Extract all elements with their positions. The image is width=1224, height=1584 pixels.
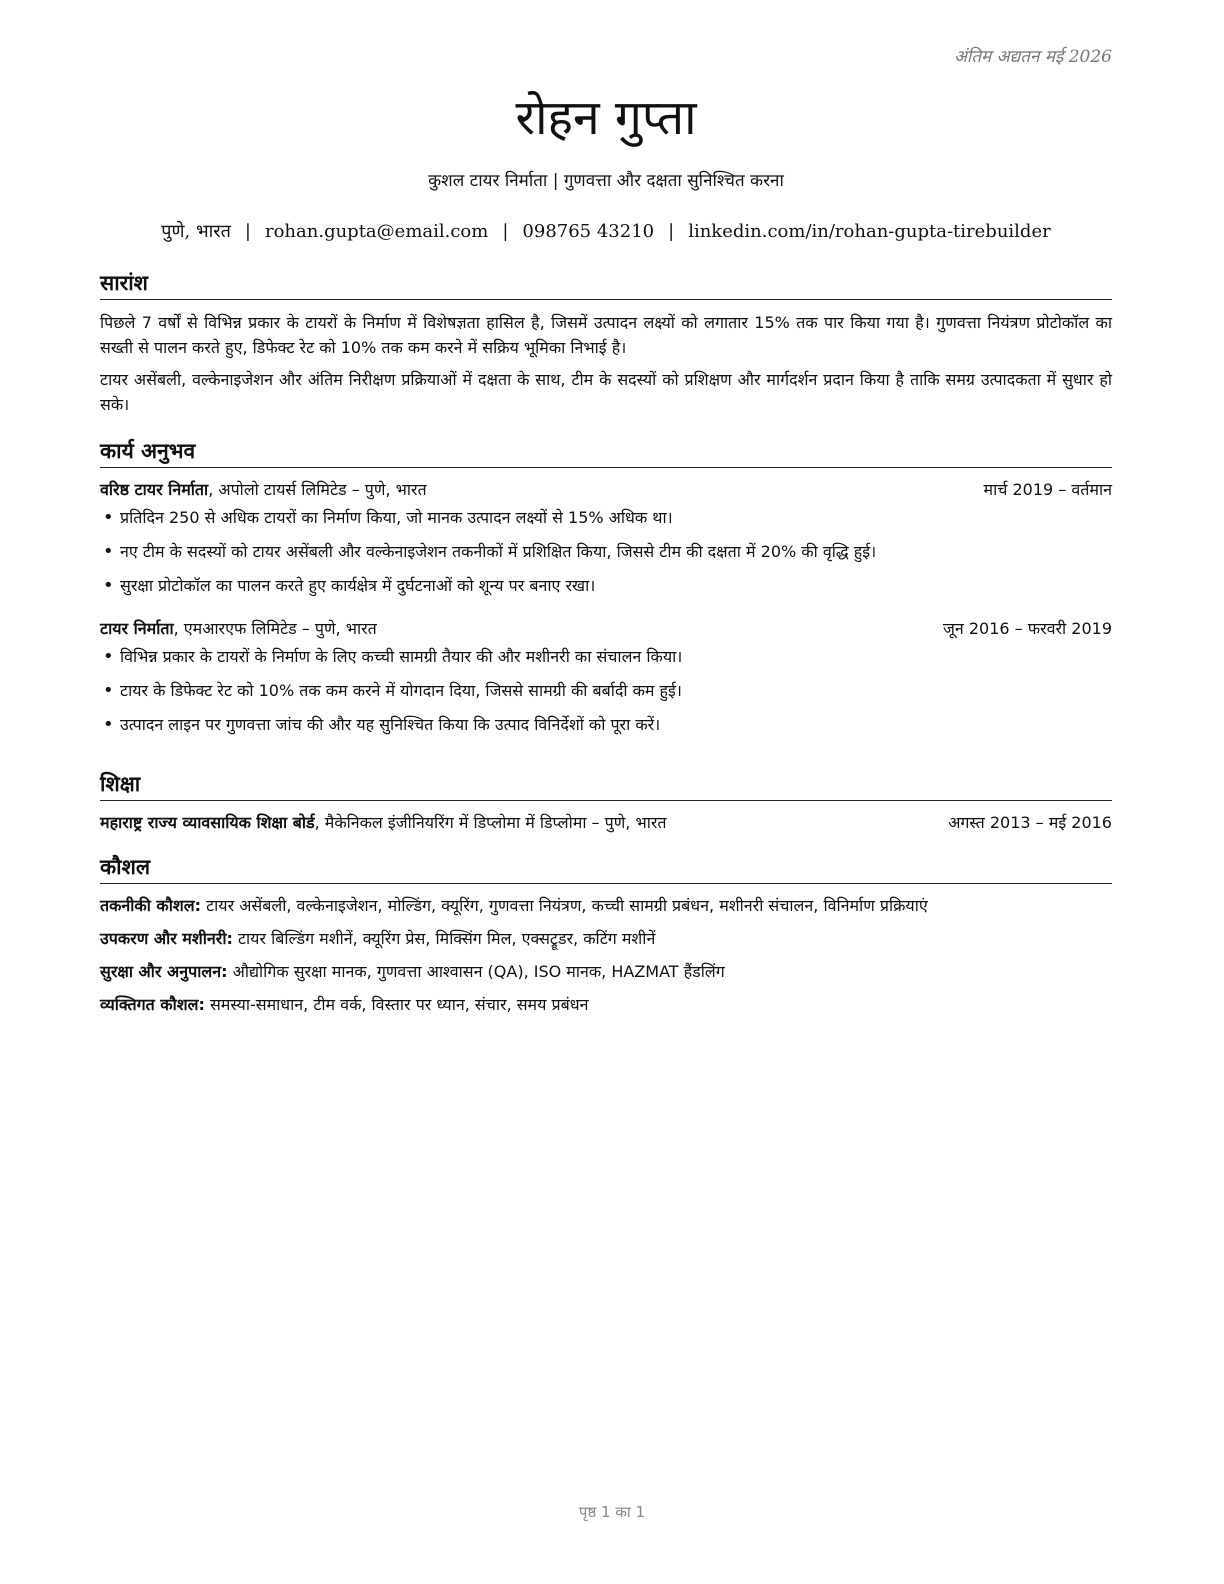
education-institution: महाराष्ट्र राज्य व्यावसायिक शिक्षा बोर्ड <box>100 813 315 832</box>
job-bullets <box>100 506 1112 598</box>
skill-label: सुरक्षा और अनुपालन: <box>100 962 228 981</box>
contact-separator: | <box>502 221 509 242</box>
job-bullet: • विभिन्न प्रकार के टायरों के निर्माण के लिए कच्ची सामग्री तैयार की और मशीनरी का संचालन किया। <box>100 645 1112 669</box>
education-section <box>100 770 1112 835</box>
summary-title: सारांश <box>100 269 1112 300</box>
skill-label: तकनीकी कौशल: <box>100 896 201 915</box>
job-bullet: • टायर के डिफेक्ट रेट को 10% तक कम करने में योगदान दिया, जिससे सामग्री की बर्बादी कम हुई। <box>100 679 1112 703</box>
page-number: पृष्ठ 1 का 1 <box>578 1503 646 1521</box>
education-dates: अगस्त 2013 – मई 2016 <box>948 813 1112 832</box>
skill-label: व्यक्तिगत कौशल: <box>100 995 205 1014</box>
summary-paragraph: पिछले 7 वर्षों से विभिन्न प्रकार के टायरों के निर्माण में विशेषज्ञता हासिल है, जिसमें उत्पादन लक्ष्यों को लगातार 15% तक पार किया गया है। गुणवत्ता नियंत्रण प्रोटोकॉल का सख्ती से पालन करते हुए, डिफेक्ट रेट को 10% तक कम करने में सक्रिय भूमिका निभाई है। <box>100 313 1112 357</box>
candidate-name: रोहन गुप्ता <box>515 90 697 146</box>
skills-section <box>100 853 1112 1026</box>
summary-section <box>100 269 1112 424</box>
job-bullet: • प्रतिदिन 250 से अधिक टायरों का निर्माण किया, जो मानक उत्पादन लक्ष्यों से 15% अधिक था। <box>100 506 1112 530</box>
skill-value: समस्या-समाधान, टीम वर्क, विस्तार पर ध्यान, संचार, समय प्रबंधन <box>204 995 589 1014</box>
education-degree: , मैकेनिकल इंजीनियरिंग में डिप्लोमा में डिप्लोमा – पुणे, भारत <box>314 813 667 832</box>
job-entry <box>100 617 1112 737</box>
education-entry <box>100 811 1112 835</box>
summary-paragraph: टायर असेंबली, वल्केनाइजेशन और अंतिम निरीक्षण प्रक्रियाओं में दक्षता के साथ, टीम के सदस्यों को प्रशिक्षण और मार्गदर्शन प्रदान किया है ताकि समग्र उत्पादकता में सुधार हो सके। <box>100 370 1112 414</box>
contact-linkedin[interactable]: linkedin.com/in/rohan-gupta-tirebuilder <box>688 221 1051 242</box>
contact-email[interactable]: rohan.gupta@email.com <box>264 221 489 242</box>
skill-row <box>100 993 1112 1017</box>
job-bullet: • सुरक्षा प्रोटोकॉल का पालन करते हुए कार्यक्षेत्र में दुर्घटनाओं को शून्य पर बनाए रखा। <box>100 574 1112 598</box>
skill-row <box>100 927 1112 951</box>
job-entry <box>100 478 1112 598</box>
tagline: कुशल टायर निर्माता | गुणवत्ता और दक्षता सुनिश्चित करना <box>428 171 784 191</box>
skills-title: कौशल <box>100 853 1112 884</box>
job-header <box>100 478 1112 502</box>
experience-section <box>100 437 1112 747</box>
job-bullet: • उत्पादन लाइन पर गुणवत्ता जांच की और यह सुनिश्चित किया कि उत्पाद विनिर्देशों को पूरा करें। <box>100 713 1112 737</box>
skill-row <box>100 894 1112 918</box>
education-institution-degree <box>100 811 667 835</box>
job-company: , एमआरएफ लिमिटेड – पुणे, भारत <box>173 619 377 638</box>
job-role: टायर निर्माता <box>100 619 174 638</box>
job-dates: मार्च 2019 – वर्तमान <box>983 480 1112 499</box>
education-title: शिक्षा <box>100 770 1112 801</box>
contact-separator: | <box>668 221 675 242</box>
skill-label: उपकरण और मशीनरी: <box>100 929 233 948</box>
job-dates: जून 2016 – फरवरी 2019 <box>943 619 1112 638</box>
skill-value: टायर बिल्डिंग मशीनें, क्यूरिंग प्रेस, मिक्सिंग मिल, एक्सट्रूडर, कटिंग मशीनें <box>232 929 656 948</box>
job-bullets <box>100 645 1112 737</box>
skill-value: टायर असेंबली, वल्केनाइजेशन, मोल्डिंग, क्यूरिंग, गुणवत्ता नियंत्रण, कच्ची सामग्री प्रबंधन, मशीनरी संचालन, विनिर्माण प्रक्रियाएं <box>201 896 928 915</box>
job-role-company <box>100 617 377 641</box>
experience-title: कार्य अनुभव <box>100 437 1112 468</box>
job-role: वरिष्ठ टायर निर्माता <box>100 480 209 499</box>
job-company: , अपोलो टायर्स लिमिटेड – पुणे, भारत <box>208 480 427 499</box>
skill-row <box>100 960 1112 984</box>
contact-line <box>100 219 1112 243</box>
job-header <box>100 617 1112 641</box>
job-role-company <box>100 478 427 502</box>
contact-location: पुणे, भारत <box>161 221 231 242</box>
skill-value: औद्योगिक सुरक्षा मानक, गुणवत्ता आश्वासन (QA), ISO मानक, HAZMAT हैंडलिंग <box>227 962 725 981</box>
resume-page <box>100 0 1112 1584</box>
last-updated: अंतिम अद्यतन मई 2026 <box>953 47 1112 67</box>
contact-separator: | <box>244 221 251 242</box>
contact-phone: 098765 43210 <box>522 221 655 242</box>
job-bullet: • नए टीम के सदस्यों को टायर असेंबली और वल्केनाइजेशन तकनीकों में प्रशिक्षित किया, जिससे टीम की दक्षता में 20% की वृद्धि हुई। <box>100 540 1112 564</box>
